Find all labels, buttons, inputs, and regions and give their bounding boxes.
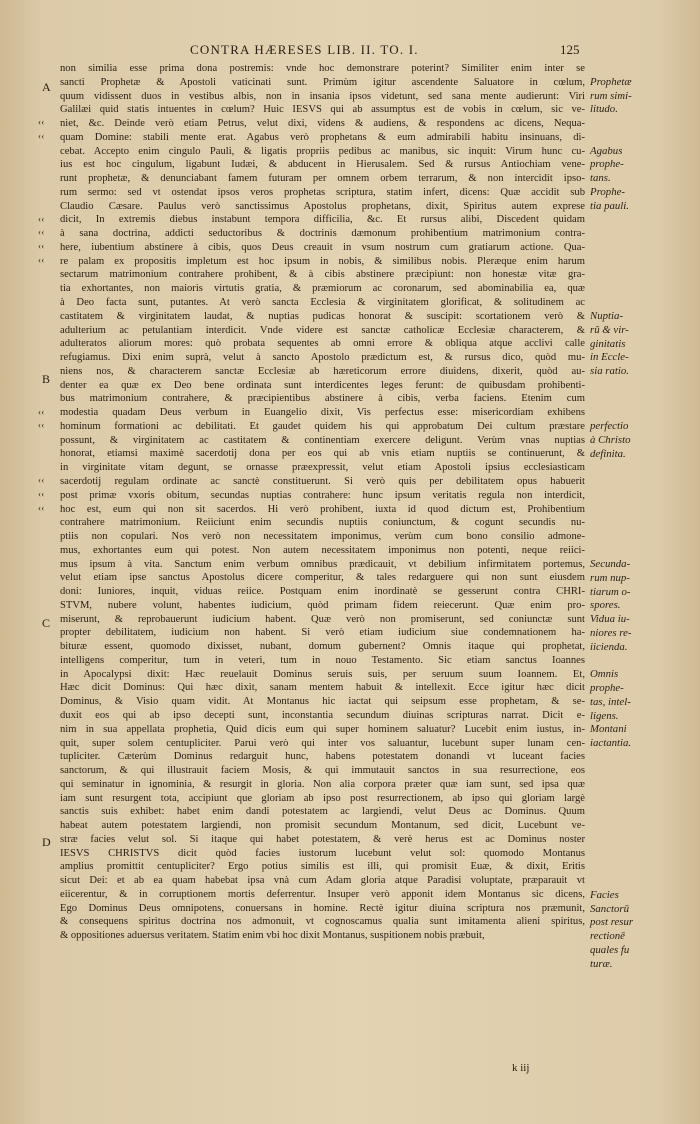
margin-note: Omnis prophe- tas, intel- ligens. [590, 668, 631, 722]
section-letter-d: D [42, 835, 51, 849]
text-line: sicut Dei: et ab ea quam habebat ipsa vnà cum Adam gloria atque Paradisi voluptate, præparauit vt [60, 875, 585, 887]
text-line: bus matrimonium contrahere, & præcipientibus abstinere à cibis, verba faciens. Etenim cum [60, 393, 585, 405]
text-line: à sana doctrina, addicti seductoribus & doctrinis dæmonum prohibentium matrimonium contra- [60, 228, 585, 240]
text-line: propter debilitatem, iudicium non habent. Si verò etiam iudicium siue condemnationem ha- [60, 627, 585, 639]
body-text [60, 62, 585, 1072]
text-line: IESVS CHRISTVS dicit quòd facies iustorum lucebunt velut sol: quomodo Montanus [60, 847, 585, 859]
text-line: rum sermo: sed vt ostendat ipsos veros prophetas scriptura, statim infert, dicens: Quæ accidit sub [60, 186, 585, 198]
quote-mark: ‹ ‹ [38, 117, 44, 128]
margin-note: Agabus prophe- tans. [590, 144, 624, 185]
text-line: sectarum matrimonium contrahere prohibent, & à cibis abstinere præcipiunt: non honestæ vitæ gra- [60, 269, 585, 281]
text-line: possunt, & virginitatem ac castitatem & continentiam exercere deligunt. Verùm vnas nuptias [60, 434, 585, 446]
text-line: in Apocalypsi dixit: Hæc reuelauit Dominus seruis suis, per seruum suum Ioannem. Et, [60, 668, 585, 680]
text-line: honorat, etiamsi maximè sacerdotij dona per eos qui ab vnis etiam nuptiis se continuerunt, & [60, 448, 585, 460]
quote-mark: ‹ ‹ [38, 227, 44, 238]
text-line: mus ipsum à vita. Sanctum enim verbum omnibus prædicauit, vt debilium infirmitatem portemus, [60, 558, 585, 570]
text-line: tia exhortantes, non maioris virtutis gratia, & præmiorum ac coronarum, sed abominabilia ea, quæ [60, 283, 585, 295]
text-line: Dominus, & Visio quam vidit. At Montanus hic iactat qui seipsum esse prophetam, & se- [60, 696, 585, 708]
quote-mark: ‹ ‹ [38, 130, 44, 141]
text-line: nim in sua appellata prophetia, Quid dicis eum qui super hominem saluatur? Lucebit enim iustus, in- [60, 723, 585, 735]
text-line: à Deo facta sunt, putantes. At verò sancta Ecclesia & virginitatem glorificat, & solitudinem ac [60, 297, 585, 309]
section-letter-b: B [42, 372, 51, 386]
signature-mark: k iij [512, 1062, 530, 1074]
text-line: sacerdotij regulam ordinate ac sanctè constituerunt. Si verò quis per debilitatem opus habuerit [60, 475, 585, 487]
quote-mark: ‹ ‹ [38, 241, 44, 252]
text-line: ptiis non copulari. Nos verò non necessitatem imponimus, verùm cum bono consilio admone- [60, 531, 585, 543]
text-line: bituræ essent, quomodo dixisset, nubant, domum gubernent? Omnis itaque qui prophetat, [60, 641, 585, 653]
text-line: iam sunt resurgent tota, accipiunt que gloriam ab ipso post resurrectionem, ab ipso qui gloriam largè [60, 792, 585, 804]
text-line: STVM, nubere volunt, habentes iudicium, quòd primam fidem reiecerunt. Quæ enim pro- [60, 599, 585, 611]
text-line: denter ea quæ ex Deo bene ordinata sunt interdicentes leges ferunt: de quibusdam prohibenti- [60, 379, 585, 391]
quote-mark: ‹ ‹ [38, 406, 44, 417]
quote-mark: ‹ ‹ [38, 420, 44, 431]
text-line: niens nos, & characterem sanctæ Ecclesiæ ab hæreticorum errore diuidens, dixerit, quòd au- [60, 365, 585, 377]
quote-mark: ‹ ‹ [38, 475, 44, 486]
margin-note: Facies Sanctorū post resur rectionē quales fu turæ. [590, 888, 634, 970]
margin-note: Vidua iu- niores re- iicienda. [590, 613, 632, 653]
quote-mark: ‹ ‹ [38, 489, 44, 500]
text-line: re palam ex propositis impletum est hoc ipsum in nobis, & similibus nobis. Pleræque enim harum [60, 255, 585, 267]
text-line: niet, &c. Deinde verò etiam Petrus, velut dixi, videns & audiens, & respondens ac dicens, Nequa- [60, 118, 585, 130]
section-letter-c: C [42, 616, 51, 630]
text-line: Hæc dicit Dominus: Qui hæc dixit, sanam mentem habuit & intellexit. Ecce igitur hæc dicit [60, 682, 585, 694]
text-line: sanctorum, & qui illustrauit faciem Mosis, & qui immutauit sanctos in sua resurrectione, eos [60, 765, 585, 777]
text-line: amplius promittit centupliciter? Ergo potius similis est illi, qui promisit Euæ, & dixit, Eritis [60, 861, 585, 873]
text-line: Claudio Cæsare. Paulus verò sanctissimus Apostolus prophetans, dixit, Spiritus autem exprese [60, 200, 585, 212]
page-header [0, 42, 700, 62]
margin-note: Nuptia- rū & vir- ginitatis in Eccle- sia ratio. [590, 310, 629, 378]
text-line: cebat. Accepto enim cingulo Pauli, & ligatis propriis pedibus ac manibus, sic inquit: Virum hunc cu- [60, 145, 585, 157]
text-line: hominum formationi ac debilitati. Et gaudet quidem his qui approbatum Dei cultum præstare [60, 420, 585, 432]
quote-mark: ‹ ‹ [38, 254, 44, 265]
text-line: refugiamus. Dixi enim suprà, velut à sancto Apostolo prædictum est, & rursus dico, quòd mu- [60, 352, 585, 364]
text-line: mus, exhortantes eum qui potest. Non autem necessitatem imponimus non potenti, neque reiici- [60, 544, 585, 556]
text-line: tupliciter. Cæterùm Dominus redarguit hunc, habens potestatem donandi vt luceant facies [60, 751, 585, 763]
text-line: qui seminatur in ignominia, & resurgit in gloria. Non alia corpora præter quæ iam sunt, sed ipsa quæ [60, 778, 585, 790]
text-line: hoc est, eum qui non sit sacerdos. Hi verò prohibent, iuxta id quod dictum est, Prohibentium [60, 503, 585, 515]
text-line: dicit, In extremis diebus instabunt tempora difficilia, &c. Et rursus alibi, Discedent quidam [60, 214, 585, 226]
text-line: intelligens comperitur, tum in veteri, tum in nouo Testamento. Sic etiam sanctus Ioannes [60, 654, 585, 666]
section-letter-a: A [42, 80, 51, 94]
text-line: quam Domine: stabili mente erat. Agabus verò prophetans & eum admirabili habitu insinuans, di- [60, 131, 585, 143]
text-line: quum vidissent duos in vestibus albis, non in insania ipsos videtunt, sed sana mente audierunt: Viri [60, 90, 585, 102]
text-line: here, iubentium abstinere à cibis, quos Deus creauit in vsum nostrum cum gratiarum actione. Qua- [60, 241, 585, 253]
running-title: CONTRA HÆRESES LIB. II. TO. I. [190, 42, 419, 57]
margin-note: Secunda- rum nup- tiarum o- spores. [590, 558, 631, 612]
page-number: 125 [560, 42, 580, 57]
text-line: habeat autem potestatem largiendi, non promisit secundum Montanum, sed dicit, Lucebunt ve- [60, 820, 585, 832]
text-line: & consequens spiritus doctrina nos admonuit, vt cognoscamus qualia sunt imitamenta alieni spiritus, [60, 916, 585, 928]
text-line: adulterium ac petulantiam interdicit. Vnde videre est sanctæ catholicæ Ecclesiæ characterem, & [60, 324, 585, 336]
text-line: ius est hoc cingulum, ligabunt Iudæi, & abducent in Hierusalem. Sed & rursus Antiochiam vene- [60, 159, 585, 171]
text-line: in virginitate vitam degunt, se ornasse præexpressit, velut etiam Apostoli ipsius ecclesiasticam [60, 462, 585, 474]
text-line: velut etiam ipse sanctus Apostolus dicere comperitur, & tales redarguere qui non sunt eiusdem [60, 572, 585, 584]
text-line: sancti Prophetæ & Apostoli vaticinati sunt. Primùm igitur ascendente Saluatore in cœlum, [60, 76, 585, 88]
text-line: post primæ vxoris obitum, secundas nuptias contrahere: hunc ipsum veritatis regula non interdicit, [60, 489, 585, 501]
text-line: modestia quadam Deus verbum in Euangelio dixit, Vis perfectus esse: misericordiam exhibens [60, 407, 585, 419]
quote-mark: ‹ ‹ [38, 213, 44, 224]
text-line: miserunt, & reprobauerunt iudicium habent. Quæ verò non promiserunt, sed coniunctæ sunt [60, 613, 585, 625]
text-line: quit, super solem centupliciter. Parui verò qui inter vos saluantur, lucebunt super lunam cen- [60, 737, 585, 749]
margin-note: Montani iactantia. [590, 723, 632, 750]
margin-note: Prophetæ rum simi- litudo. [590, 75, 632, 116]
text-line: doni: Iuniores, inquit, viduas reiice. Postquam enim inordinatè se gesserunt contra CHRI- [60, 586, 585, 598]
quote-mark: ‹ ‹ [38, 502, 44, 513]
text-line: duxit eos qui ab ipso decepti sunt, inconstantia secundum diuinas scripturas narrat. Dicit e- [60, 709, 585, 721]
text-line: Ego Dominus Deus omnipotens, conuersans in homine. Rectè igitur diuina scriptura nos præmunit, [60, 902, 585, 914]
text-line: Galilæi quid statis intuentes in cœlum? Huic IESVS qui ab assumptus est de vobis in cœlum, sic ve- [60, 104, 585, 116]
text-line: stræ facies velut sol. Si itaque qui habet potestatem, & verè herus est ac Dominus noster [60, 833, 585, 845]
text-line: contrahere matrimonium. Reiiciunt enim secundis nuptiis coniunctum, & cogunt secundis nu- [60, 517, 585, 529]
margin-note: Prophe- tia pauli. [590, 186, 629, 212]
text-line: runt prophetæ, & denunciabant famem futuram per omnem orbem terrarum, & non intercidit ipso- [60, 173, 585, 185]
text-line: castitatem & virginitatem laudat, & nuptias pudicas honorat & suscipit: scortationem verò & [60, 310, 585, 322]
text-line: adulteratos aliorum mores: quò probata sequentes ab omni errore & obliqua atque acclivi calle [60, 338, 585, 350]
margin-note: perfectio à Christo definita. [590, 420, 631, 460]
text-line: sanctis suis exhibet: habet enim dandi potestatem ac largiendi, velut Deus ac Dominus. Quum [60, 806, 585, 818]
text-line: & oppositiones aduersus veritatem. Statim enim vbi hoc dixit Montanus, suspitionem nobis præbuit, [60, 930, 485, 942]
text-line: eiicerentur, & in corruptionem mortis deferrentur. Insuper verò apponit idem Montanus sic dicens, [60, 888, 585, 900]
text-line: non similia esse prima dona postremis: vnde hoc demonstrare poterint? Similiter enim inter se [60, 63, 585, 74]
